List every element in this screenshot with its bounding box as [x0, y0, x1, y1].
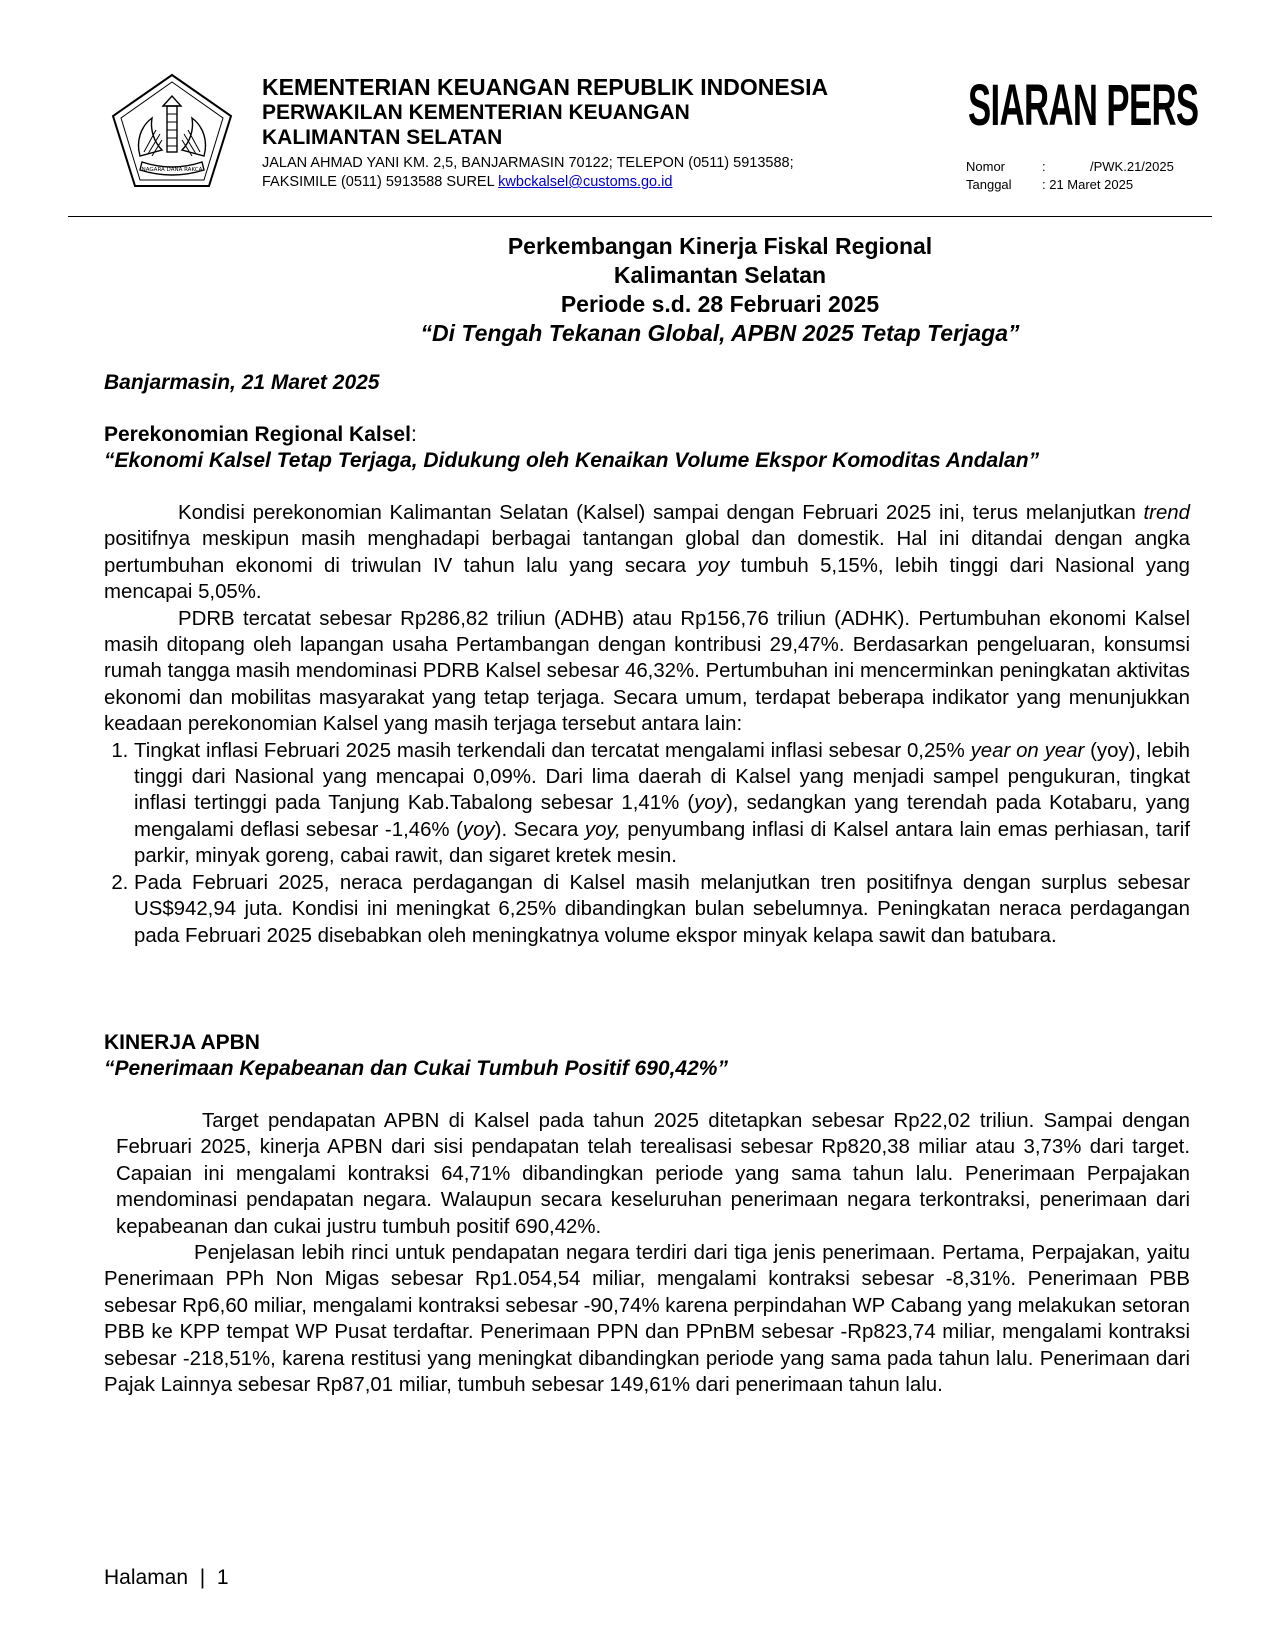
document-title	[0, 232, 1275, 348]
email-link[interactable]: kwbckalsel@customs.go.id	[498, 174, 673, 190]
office-line-2: KALIMANTAN SELATAN	[262, 126, 503, 149]
nomor-row	[966, 158, 1174, 176]
section1-subheading: “Ekonomi Kalsel Tetap Terjaga, Didukung oleh Kenaikan Volume Ekspor Komoditas Andalan”	[104, 449, 1040, 472]
press-release-mark: SIARAN PERS	[968, 71, 1199, 138]
section1-paragraph-1: Kondisi perekonomian Kalimantan Selatan (Kalsel) sampai dengan Februari 2025 ini, terus melanjutkan trend positifnya meskipun masih menghadapi berbagai tantangan global dan domestik. Hal ini ditandai dengan angka pertumbuhan ekonomi di triwulan IV tahun lalu yang secara yoy tumbuh 5,15%, lebih tinggi dari Nasional yang mencapai 5,05%.	[104, 502, 1190, 604]
title-line-3: Periode s.d. 28 Februari 2025	[560, 291, 880, 317]
ministry-logo	[110, 72, 234, 190]
address-line-1: JALAN AHMAD YANI KM. 2,5, BANJARMASIN 70122; TELEPON (0511) 5913588;	[262, 155, 794, 171]
office-line-1: PERWAKILAN KEMENTERIAN KEUANGAN	[262, 101, 690, 124]
header-divider	[68, 216, 1212, 217]
fax-text: FAKSIMILE (0511) 5913588 SUREL	[262, 174, 499, 190]
indicator-list	[104, 738, 1190, 949]
address-line-2	[262, 173, 828, 192]
tanggal-value: : 21 Maret 2025	[1042, 177, 1134, 192]
ministry-name: KEMENTERIAN KEUANGAN REPUBLIK INDONESIA	[262, 74, 829, 100]
tanggal-label: Tanggal	[966, 177, 1012, 192]
section-apbn-performance	[104, 1030, 1190, 1398]
section2-paragraph-2: Penjelasan lebih rinci untuk pendapatan negara terdiri dari tiga jenis penerimaan. Pertama, Perpajakan, yaitu Penerimaan PPh Non Migas sebesar Rp1.054,54 miliar, mengalami kontraksi sebesar -8,31%. Penerimaan PBB sebesar Rp6,60 miliar, mengalami kontraksi sebesar -90,74% karena perpindahan WP Cabang yang melakukan setoran PBB ke KPP tempat WP Pusat terdaftar. Penerimaan PPN dan PPnBM sebesar -Rp823,74 miliar, mengalami kontraksi sebesar -218,51%, karena restitusi yang meningkat dibandingkan periode yang sama pada tahun lalu. Penerimaan dari Pajak Lainnya sebesar Rp87,01 miliar, tumbuh sebesar 149,61% dari penerimaan tahun lalu.	[104, 1242, 1190, 1397]
dateline: Banjarmasin, 21 Maret 2025	[104, 371, 380, 394]
page-number: Halaman | 1	[104, 1566, 229, 1589]
nomor-colon: :	[1042, 159, 1046, 174]
nomor-value: /PWK.21/2025	[1090, 159, 1174, 174]
logo-ribbon-text: NAGARA DANA RAKCA	[141, 167, 203, 173]
section1-paragraph-2: PDRB tercatat sebesar Rp286,82 triliun (ADHB) atau Rp156,76 triliun (ADHK). Pertumbuhan ekonomi Kalsel masih ditopang oleh lapangan usaha Pertambangan dengan kontribusi 29,47%. Berdasarkan pengeluaran, konsumsi rumah tangga masih mendominasi PDRB Kalsel sebesar 46,32%. Pertumbuhan ini mencerminkan peningkatan aktivitas ekonomi dan mobilitas masyarakat yang tetap terjaga. Secara umum, terdapat beberapa indikator yang menunjukkan keadaan perekonomian Kalsel yang masih terjaga tersebut antara lain:	[104, 607, 1190, 736]
address-block	[262, 154, 828, 192]
section1-heading: Perekonomian Regional Kalsel:	[104, 423, 417, 446]
document-meta	[966, 158, 1174, 194]
section-regional-economy	[104, 422, 1190, 949]
title-line-1: Perkembangan Kinerja Fiskal Regional	[507, 233, 933, 259]
section2-heading: KINERJA APBN	[104, 1031, 260, 1054]
list-item: 1. Tingkat inflasi Februari 2025 masih terkendali dan tercatat mengalami inflasi sebesar 0,25% year on year (yoy), lebih tinggi dari Nasional yang mencapai 0,09%. Dari lima daerah di Kalsel yang menjadi sampel pengukuran, tingkat inflasi tertinggi pada Tanjung Kab.Tabalong sebesar 1,41% (yoy), sedangkan yang terendah pada Kotabaru, yang mengalami deflasi sebesar -1,46% (yoy). Secara yoy, penyumbang inflasi di Kalsel antara lain emas perhiasan, tarif parkir, minyak goreng, cabai rawit, dan sigaret kretek mesin.	[134, 738, 1190, 870]
list-item: 2. Pada Februari 2025, neraca perdagangan di Kalsel masih melanjutkan tren positifnya dengan surplus sebesar US$942,94 juta. Kondisi ini meningkat 6,25% dibandingkan bulan sebelumnya. Peningkatan neraca perdagangan pada Februari 2025 disebabkan oleh meningkatnya volume ekspor minyak kelapa sawit dan batubara.	[134, 870, 1190, 949]
title-subtitle: “Di Tengah Tekanan Global, APBN 2025 Tetap Terjaga”	[420, 320, 1020, 346]
title-line-2: Kalimantan Selatan	[613, 262, 827, 288]
section2-subheading: “Penerimaan Kepabeanan dan Cukai Tumbuh Positif 690,42%”	[104, 1057, 728, 1080]
section2-paragraph-1: Target pendapatan APBN di Kalsel pada tahun 2025 ditetapkan sebesar Rp22,02 triliun. Sampai dengan Februari 2025, kinerja APBN dari sisi pendapatan telah terealisasi sebesar Rp820,38 miliar atau 3,73% dari target. Capaian ini mengalami kontraksi 64,71% dibandingkan periode yang sama tahun lalu. Penerimaan Perpajakan mendominasi pendapatan negara. Walaupun secara keseluruhan penerimaan negara terkontraksi, penerimaan dari kepabeanan dan cukai justru tumbuh positif 690,42%.	[116, 1110, 1190, 1238]
nomor-label: Nomor	[966, 159, 1006, 174]
tanggal-row	[966, 176, 1174, 194]
letterhead	[262, 74, 828, 192]
